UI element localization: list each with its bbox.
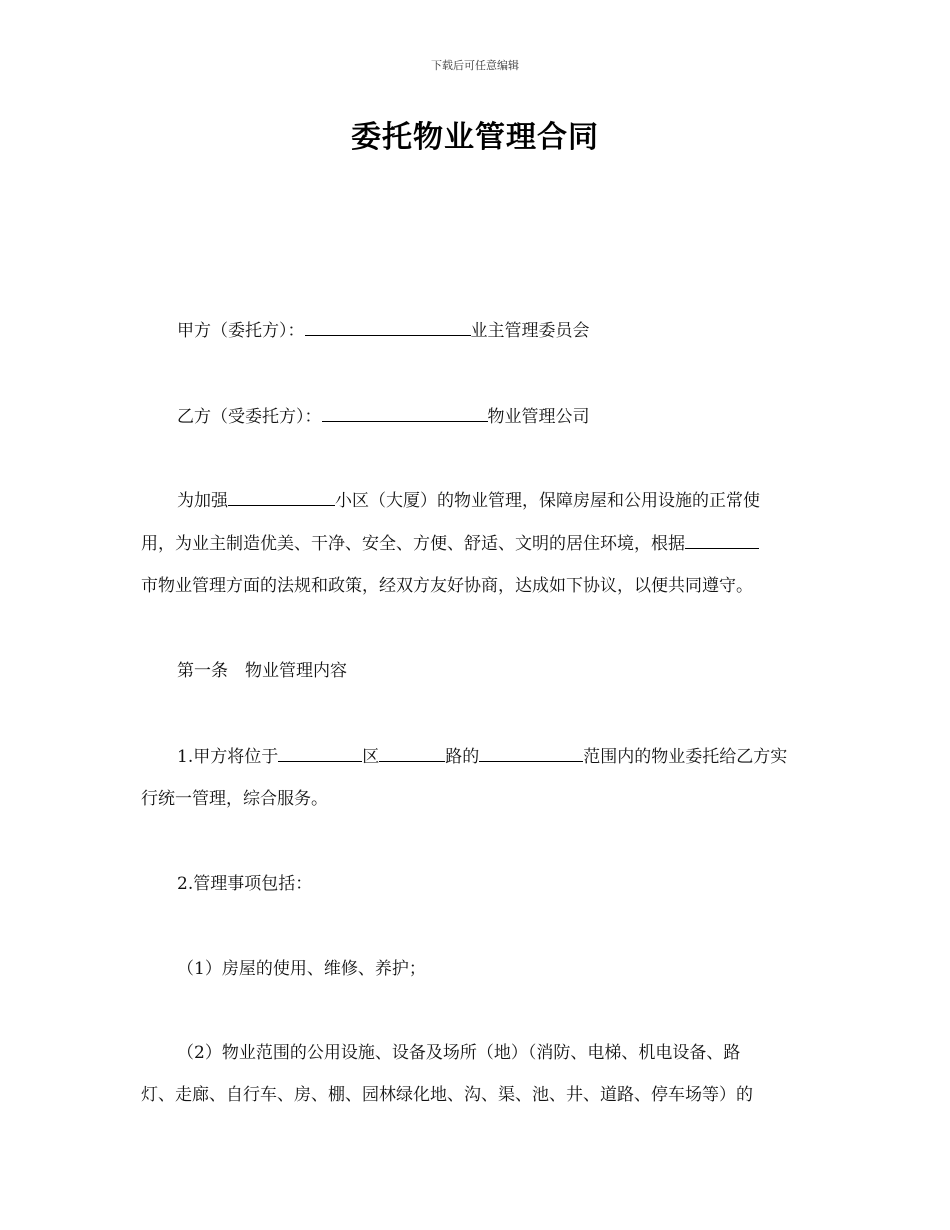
article-1-heading: 第一条 物业管理内容 [177,661,347,681]
article-1-item-2: 2.管理事项包括： [177,874,313,894]
article-1-subitem-2-line-1: （2）物业范围的公用设施、设备及场所（地）（消防、电梯、机电设备、路 [177,1043,741,1063]
article-1-item-1-line-2: 行统一管理，综合服务。 [141,789,328,809]
preamble-text: 小区（大厦）的物业管理，保障房屋和公用设施的正常使 [335,491,760,511]
party-a-line [177,319,590,342]
city-name-blank[interactable] [685,532,759,549]
preamble-line-2 [141,532,759,555]
header-note: 下载后可任意编辑 [431,59,519,72]
preamble-line-1 [177,489,760,512]
document-title: 委托物业管理合同 [351,120,599,155]
preamble-text: 市物业管理方面的法规和政策，经双方友好协商，达成如下协议，以便共同遵守。 [141,576,753,596]
community-name-blank[interactable] [228,489,335,506]
item-text: 1.甲方将位于 [177,747,279,767]
party-a-label: 甲方（委托方）： [177,321,305,341]
item-text: 区 [362,747,380,767]
item-text: 路的 [445,747,480,767]
preamble-text: 为加强 [177,491,228,511]
district-blank[interactable] [278,745,362,762]
party-b-label: 乙方（受委托方）： [177,407,322,427]
party-b-blank[interactable] [322,405,488,422]
item-text: 范围内的物业委托给乙方实 [583,747,788,767]
road-blank[interactable] [379,745,445,762]
party-a-suffix: 业主管理委员会 [470,321,590,341]
preamble-text: 用，为业主制造优美、干净、安全、方便、舒适、文明的居住环境，根据 [141,534,685,554]
party-b-suffix: 物业管理公司 [487,407,590,427]
article-1-item-1-line-1 [177,745,787,768]
party-a-blank[interactable] [305,319,471,336]
article-1-subitem-2-line-2: 灯、走廊、自行车、房、棚、园林绿化地、沟、渠、池、井、道路、停车场等）的 [141,1085,753,1105]
party-b-line [177,405,590,428]
article-1-subitem-1: （1）房屋的使用、维修、养护； [177,959,426,979]
preamble-line-3 [141,575,753,597]
scope-blank[interactable] [479,745,583,762]
